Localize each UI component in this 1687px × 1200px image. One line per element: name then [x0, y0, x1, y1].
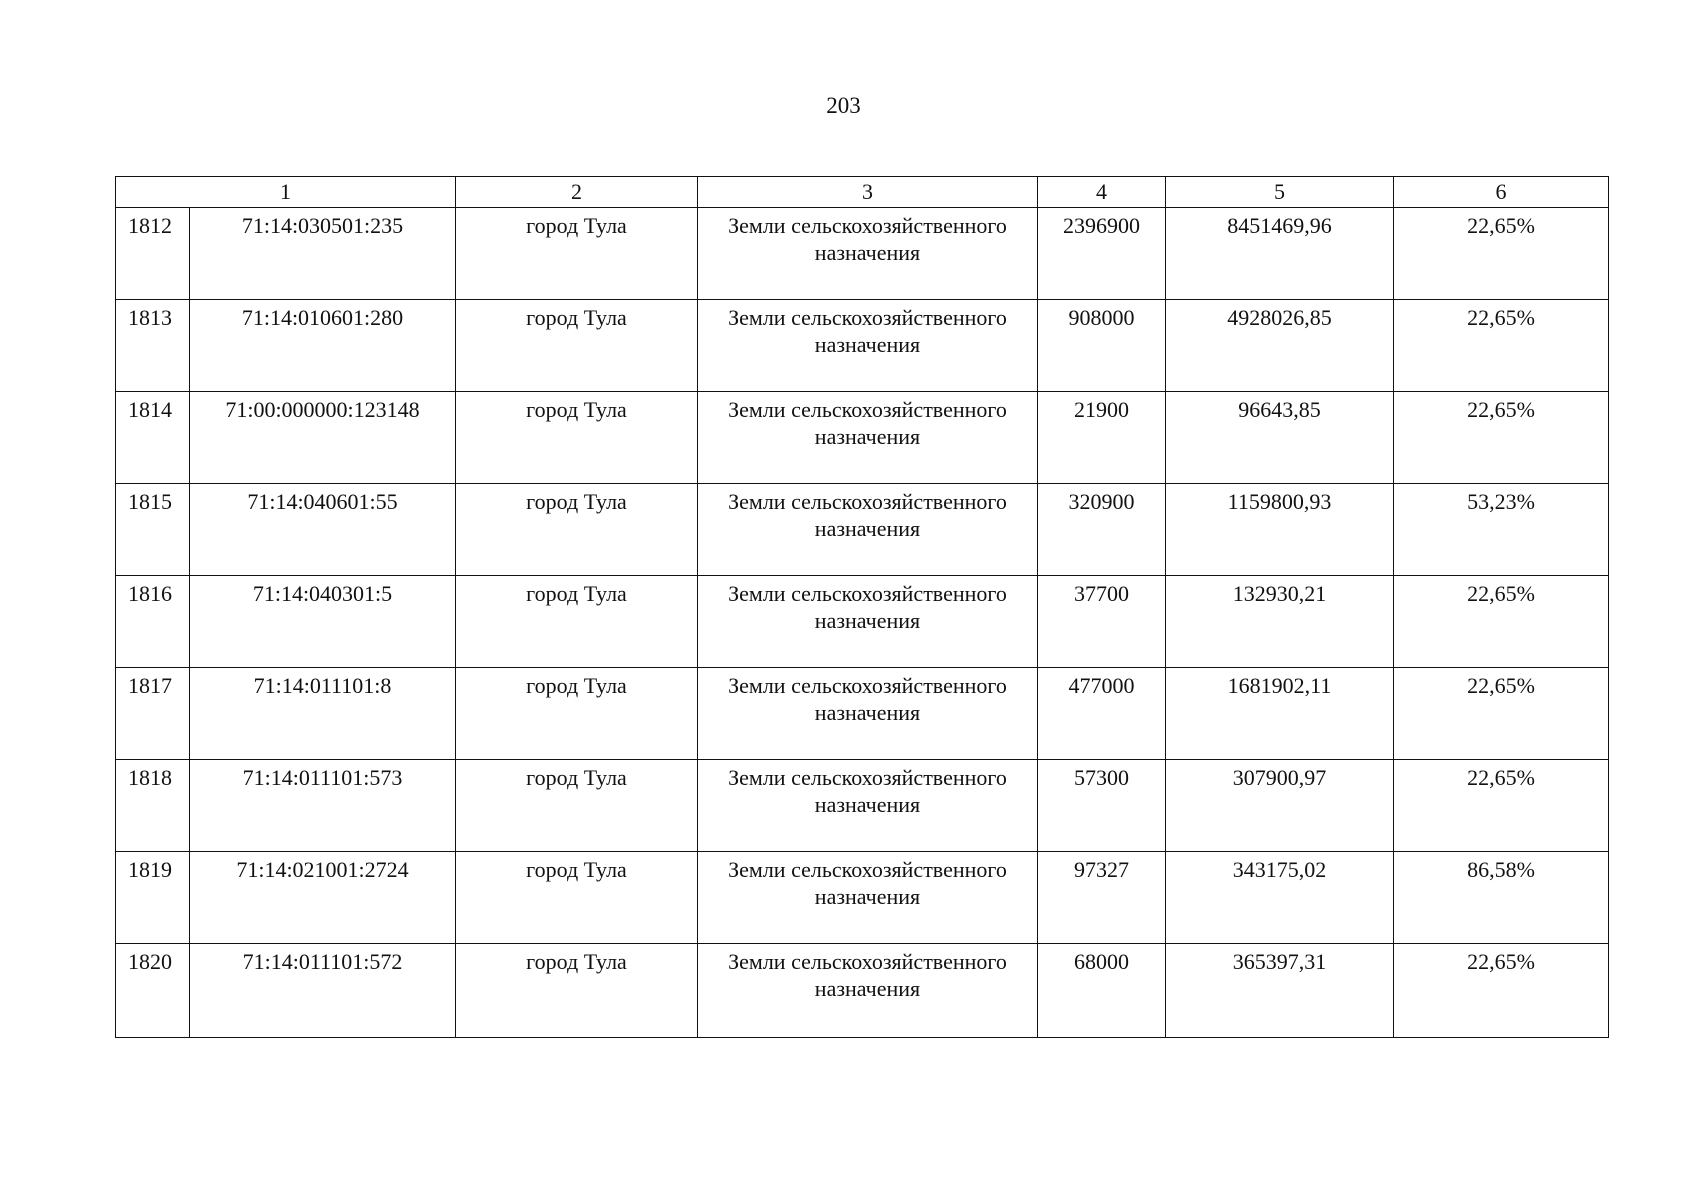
area: 908000 [1038, 300, 1166, 392]
row-number: 1815 [116, 484, 190, 576]
location: город Тула [456, 668, 698, 760]
location: город Тула [456, 852, 698, 944]
land-category: Земли сельскохозяйственного назначения [698, 668, 1038, 760]
area: 57300 [1038, 760, 1166, 852]
table-row [116, 208, 1609, 300]
percent: 22,65% [1394, 300, 1609, 392]
land-category: Земли сельскохозяйственного назначения [698, 300, 1038, 392]
land-registry-table [115, 176, 1609, 1038]
row-number: 1812 [116, 208, 190, 300]
area: 2396900 [1038, 208, 1166, 300]
land-category: Земли сельскохозяйственного назначения [698, 208, 1038, 300]
table-row [116, 300, 1609, 392]
location: город Тула [456, 208, 698, 300]
percent: 22,65% [1394, 760, 1609, 852]
cadastral-number: 71:14:011101:8 [190, 668, 456, 760]
table-row [116, 944, 1609, 1038]
column-header-6: 6 [1394, 177, 1609, 208]
percent: 22,65% [1394, 576, 1609, 668]
row-number: 1813 [116, 300, 190, 392]
cadastral-number: 71:14:040601:55 [190, 484, 456, 576]
cadastral-number: 71:14:021001:2724 [190, 852, 456, 944]
column-header-1: 1 [116, 177, 456, 208]
land-category: Земли сельскохозяйственного назначения [698, 392, 1038, 484]
location: город Тула [456, 392, 698, 484]
area: 68000 [1038, 944, 1166, 1038]
cadastral-value: 365397,31 [1166, 944, 1394, 1038]
percent: 53,23% [1394, 484, 1609, 576]
cadastral-number: 71:14:030501:235 [190, 208, 456, 300]
area: 477000 [1038, 668, 1166, 760]
row-number: 1819 [116, 852, 190, 944]
cadastral-number: 71:14:011101:572 [190, 944, 456, 1038]
row-number: 1814 [116, 392, 190, 484]
row-number: 1817 [116, 668, 190, 760]
percent: 22,65% [1394, 944, 1609, 1038]
percent: 22,65% [1394, 208, 1609, 300]
area: 21900 [1038, 392, 1166, 484]
cadastral-value: 132930,21 [1166, 576, 1394, 668]
cadastral-number: 71:14:040301:5 [190, 576, 456, 668]
land-category: Земли сельскохозяйственного назначения [698, 852, 1038, 944]
row-number: 1818 [116, 760, 190, 852]
cadastral-number: 71:14:010601:280 [190, 300, 456, 392]
cadastral-value: 96643,85 [1166, 392, 1394, 484]
percent: 22,65% [1394, 392, 1609, 484]
cadastral-value: 307900,97 [1166, 760, 1394, 852]
location: город Тула [456, 760, 698, 852]
table-header-row [116, 177, 1609, 208]
row-number: 1820 [116, 944, 190, 1038]
cadastral-number: 71:14:011101:573 [190, 760, 456, 852]
location: город Тула [456, 484, 698, 576]
area: 37700 [1038, 576, 1166, 668]
land-category: Земли сельскохозяйственного назначения [698, 576, 1038, 668]
cadastral-value: 1681902,11 [1166, 668, 1394, 760]
table-row [116, 760, 1609, 852]
location: город Тула [456, 576, 698, 668]
table-row [116, 576, 1609, 668]
percent: 22,65% [1394, 668, 1609, 760]
cadastral-value: 4928026,85 [1166, 300, 1394, 392]
table-row [116, 852, 1609, 944]
land-category: Земли сельскохозяйственного назначения [698, 760, 1038, 852]
cadastral-number: 71:00:000000:123148 [190, 392, 456, 484]
table-row [116, 668, 1609, 760]
land-category: Земли сельскохозяйственного назначения [698, 484, 1038, 576]
land-category: Земли сельскохозяйственного назначения [698, 944, 1038, 1038]
cadastral-value: 343175,02 [1166, 852, 1394, 944]
table-row [116, 484, 1609, 576]
cadastral-value: 8451469,96 [1166, 208, 1394, 300]
location: город Тула [456, 300, 698, 392]
column-header-3: 3 [698, 177, 1038, 208]
table-row [116, 392, 1609, 484]
page-number: 203 [826, 93, 861, 118]
column-header-2: 2 [456, 177, 698, 208]
column-header-4: 4 [1038, 177, 1166, 208]
cadastral-value: 1159800,93 [1166, 484, 1394, 576]
percent: 86,58% [1394, 852, 1609, 944]
location: город Тула [456, 944, 698, 1038]
column-header-5: 5 [1166, 177, 1394, 208]
row-number: 1816 [116, 576, 190, 668]
area: 320900 [1038, 484, 1166, 576]
area: 97327 [1038, 852, 1166, 944]
